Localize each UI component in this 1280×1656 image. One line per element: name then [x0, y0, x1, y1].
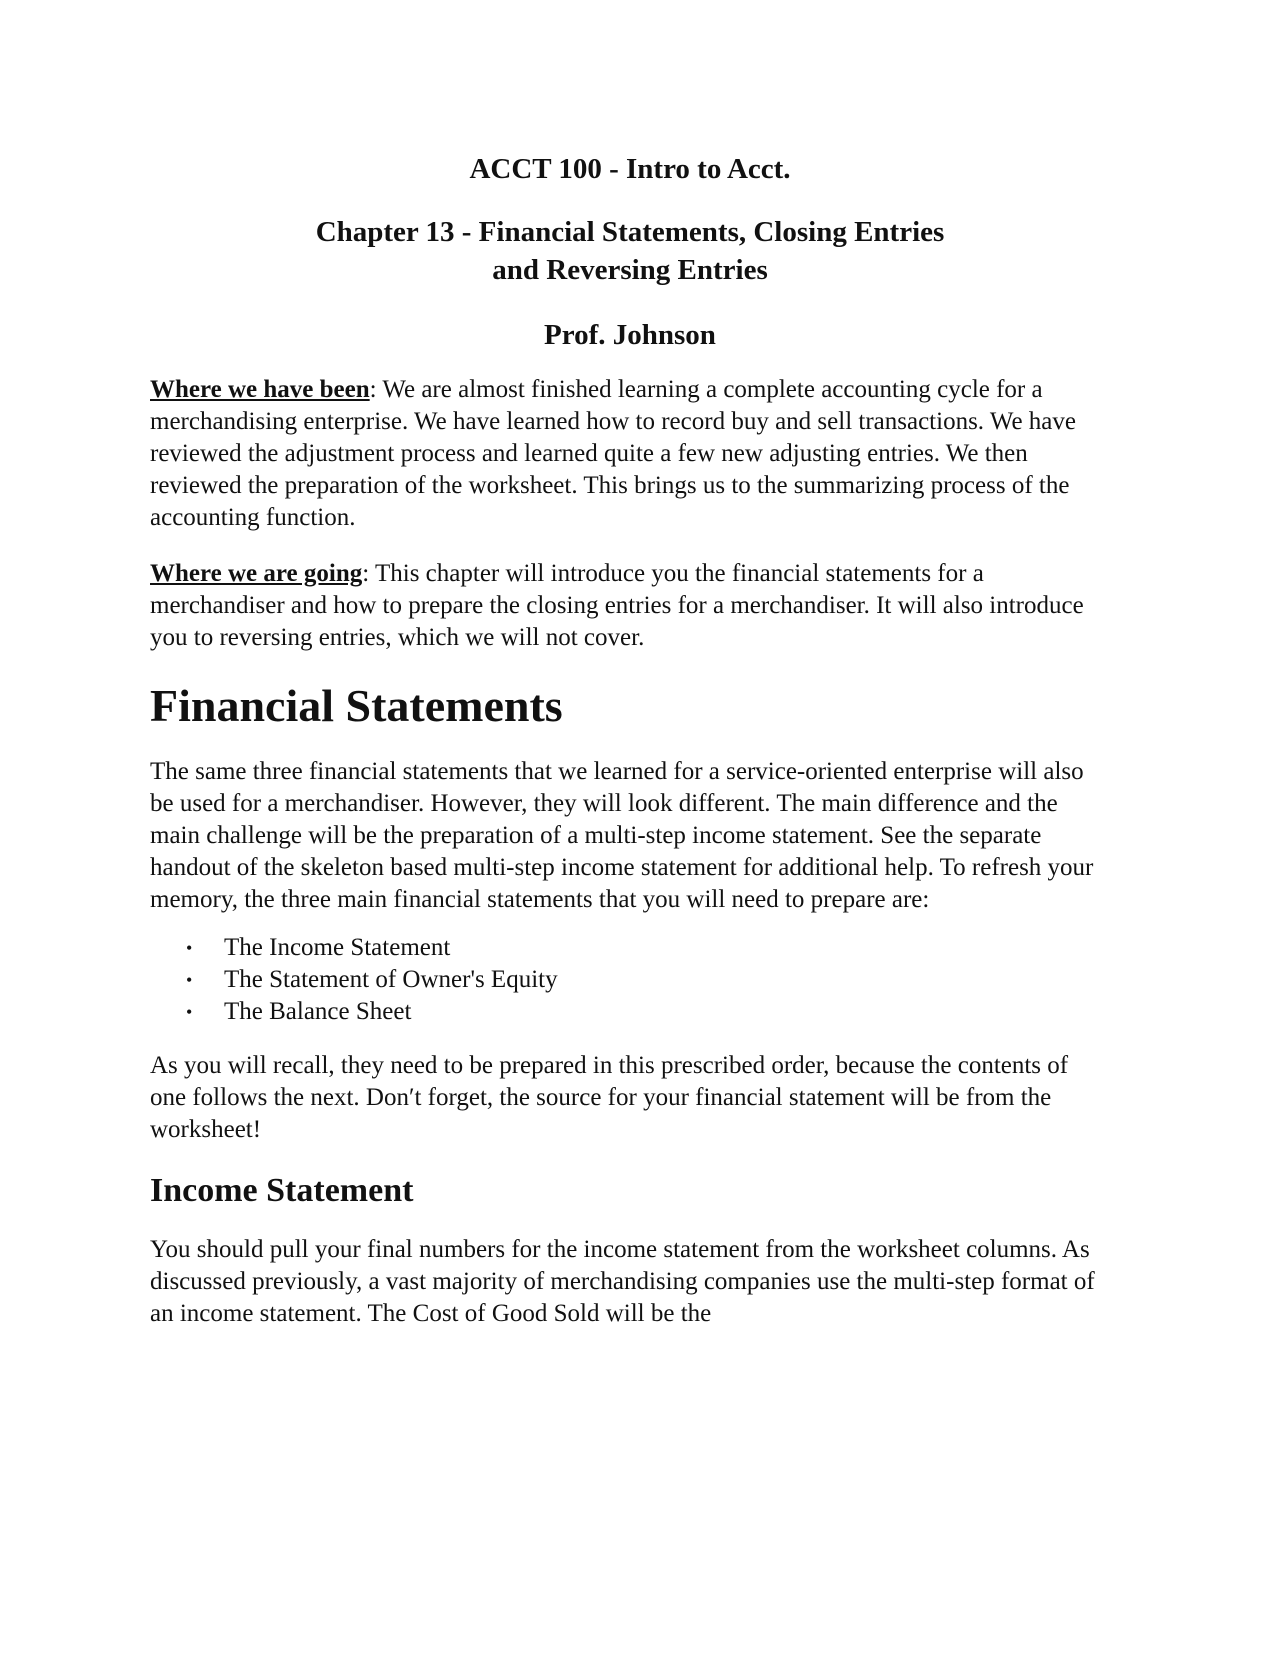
where-we-have-been-paragraph	[150, 374, 1110, 534]
recall-paragraph: As you will recall, they need to be prepared in this prescribed order, because the contents of one follows the next. Don′t forget, the source for your financial statement will be from the worksheet!	[150, 1052, 1069, 1143]
where-we-have-been-text: : We are almost finished learning a complete accounting cycle for a merchandising enterprise. We have learned how to record buy and sell transactions. We have reviewed the adjustment process and learned quite a few new adjusting entries. We then reviewed the preparation of the worksheet. This brings us to the summarizing process of the accounting function.	[150, 376, 1076, 531]
bullet-icon: •	[186, 970, 193, 990]
statement-list	[150, 932, 1110, 1028]
list-item-label: The Balance Sheet	[224, 998, 412, 1025]
where-we-are-going-paragraph	[150, 558, 1110, 654]
document-page	[150, 150, 1110, 1330]
where-we-are-going-text: : This chapter will introduce you the financial statements for a merchandiser and how to prepare the closing entries for a merchandiser. It will also introduce you to reversing entries, which we will not cover.	[150, 560, 1084, 651]
income-statement-heading: Income Statement	[150, 1172, 414, 1209]
bullet-icon: •	[186, 1002, 193, 1022]
where-we-have-been-label: Where we have been	[150, 376, 370, 403]
professor-name: Prof. Johnson	[544, 319, 716, 351]
list-item-label: The Income Statement	[224, 934, 451, 961]
course-title: ACCT 100 - Intro to Acct.	[469, 153, 791, 185]
financial-statements-heading: Financial Statements	[150, 680, 563, 731]
bullet-icon: •	[186, 938, 193, 958]
list-item	[186, 932, 1110, 964]
list-item	[186, 996, 1110, 1028]
chapter-title-line-1: Chapter 13 - Financial Statements, Closing Entries	[315, 216, 945, 248]
list-item-label: The Statement of Owner's Equity	[224, 966, 558, 993]
financial-statements-intro: The same three financial statements that we learned for a service-oriented enterprise will also be used for a merchandiser. However, they will look different. The main difference and the main challenge will be the preparation of a multi-step income statement. See the separate handout of the skeleton based multi-step income statement for additional help. To refresh your memory, the three main financial statements that you will need to prepare are:	[150, 758, 1094, 913]
income-statement-paragraph: You should pull your final numbers for the income statement from the worksheet columns. As discussed previously, a vast majority of merchandising companies use the multi-step format of an income statement. The Cost of Good Sold will be the	[150, 1236, 1095, 1327]
list-item	[186, 964, 1110, 996]
chapter-title	[150, 213, 1110, 289]
chapter-title-line-2: and Reversing Entries	[492, 254, 768, 286]
where-we-are-going-label: Where we are going	[150, 560, 363, 587]
